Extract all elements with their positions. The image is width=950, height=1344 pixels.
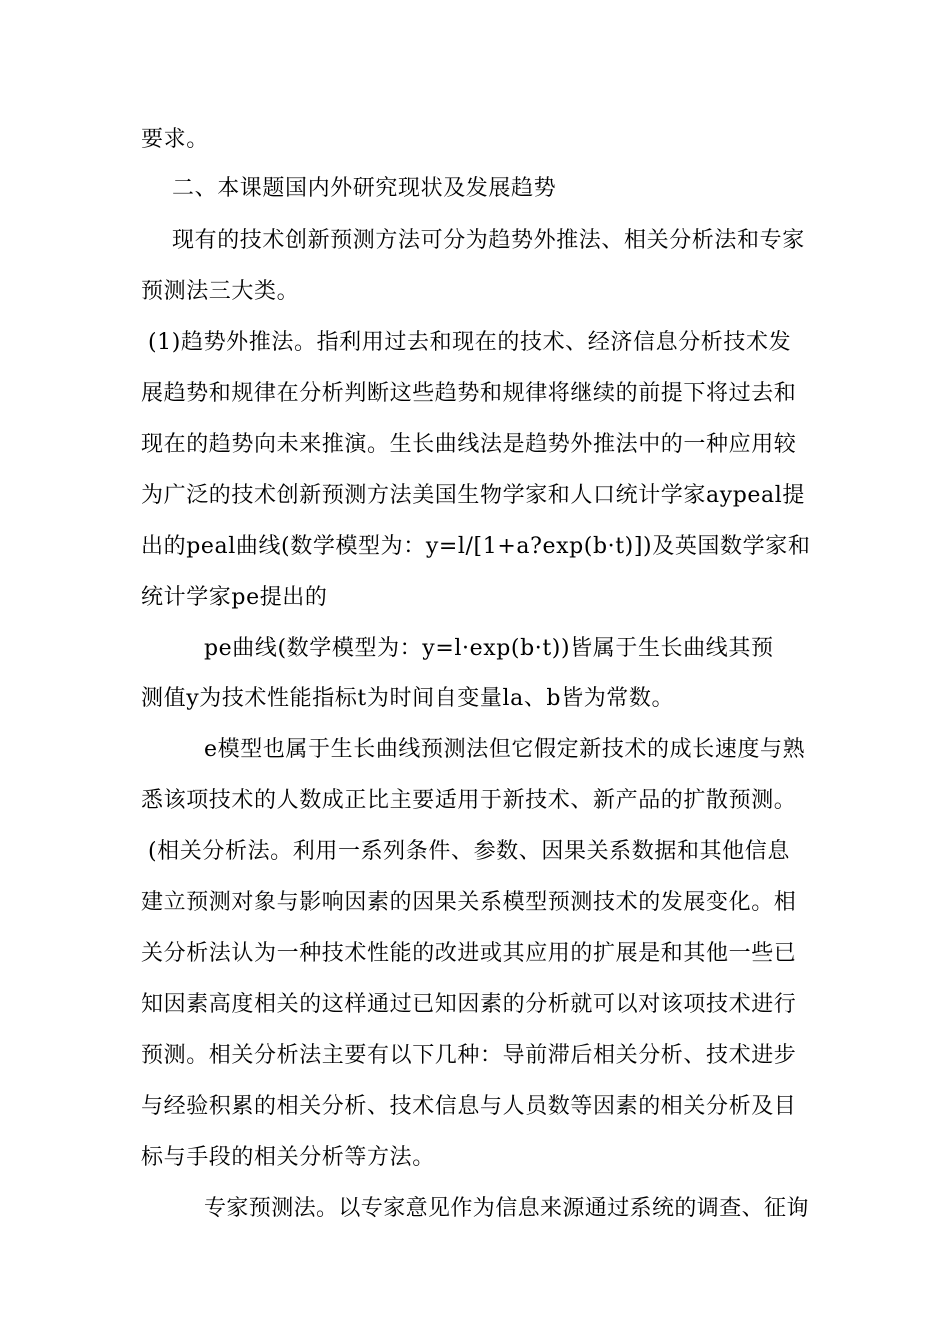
text-line-7: 现在的趋势向未来推演。生长曲线法是趋势外推法中的一种应用较 (141, 432, 797, 457)
text-line-4: 预测法三大类。 (141, 279, 300, 304)
section-heading: 二、本课题国内外研究现状及发展趋势 (172, 176, 557, 201)
text-line-1: 要求。 (141, 127, 209, 152)
text-line-14: 悉该项技术的人数成正比主要适用于新技术、新产品的扩散预测。 (141, 788, 797, 813)
text-line-22: 专家预测法。以专家意见作为信息来源通过系统的调查、征询 (204, 1196, 809, 1221)
text-line-16: 建立预测对象与影响因素的因果关系模型预测技术的发展变化。相 (141, 890, 797, 915)
text-line-18: 知因素高度相关的这样通过已知因素的分析就可以对该项技术进行 (141, 992, 797, 1017)
text-line-13: e模型也属于生长曲线预测法但它假定新技术的成长速度与熟 (204, 737, 806, 762)
text-line-19: 预测。相关分析法主要有以下几种：导前滞后相关分析、技术进步 (141, 1043, 797, 1068)
text-line-9: 出的peal曲线(数学模型为：y=l/[1+a?exp(b·t)])及英国数学家和 (141, 534, 811, 559)
text-line-3: 现有的技术创新预测方法可分为趋势外推法、相关分析法和专家 (172, 228, 805, 253)
text-line-8: 为广泛的技术创新预测方法美国生物学家和人口统计学家aypeal提 (141, 483, 806, 508)
text-line-11: pe曲线(数学模型为：y=l·exp(b·t))皆属于生长曲线其预 (204, 636, 774, 661)
text-line-12: 测值y为技术性能指标t为时间自变量la、b皆为常数。 (141, 686, 675, 711)
text-line-15: (相关分析法。利用一系列条件、参数、因果关系数据和其他信息 (148, 839, 790, 864)
text-line-10: 统计学家pe提出的 (141, 585, 328, 610)
text-line-20: 与经验积累的相关分析、技术信息与人员数等因素的相关分析及目 (141, 1094, 797, 1119)
text-line-21: 标与手段的相关分析等方法。 (141, 1145, 435, 1170)
text-line-5: (1)趋势外推法。指利用过去和现在的技术、经济信息分析技术发 (148, 330, 792, 355)
text-line-6: 展趋势和规律在分析判断这些趋势和规律将继续的前提下将过去和 (141, 381, 797, 406)
text-line-17: 关分析法认为一种技术性能的改进或其应用的扩展是和其他一些已 (141, 941, 797, 966)
